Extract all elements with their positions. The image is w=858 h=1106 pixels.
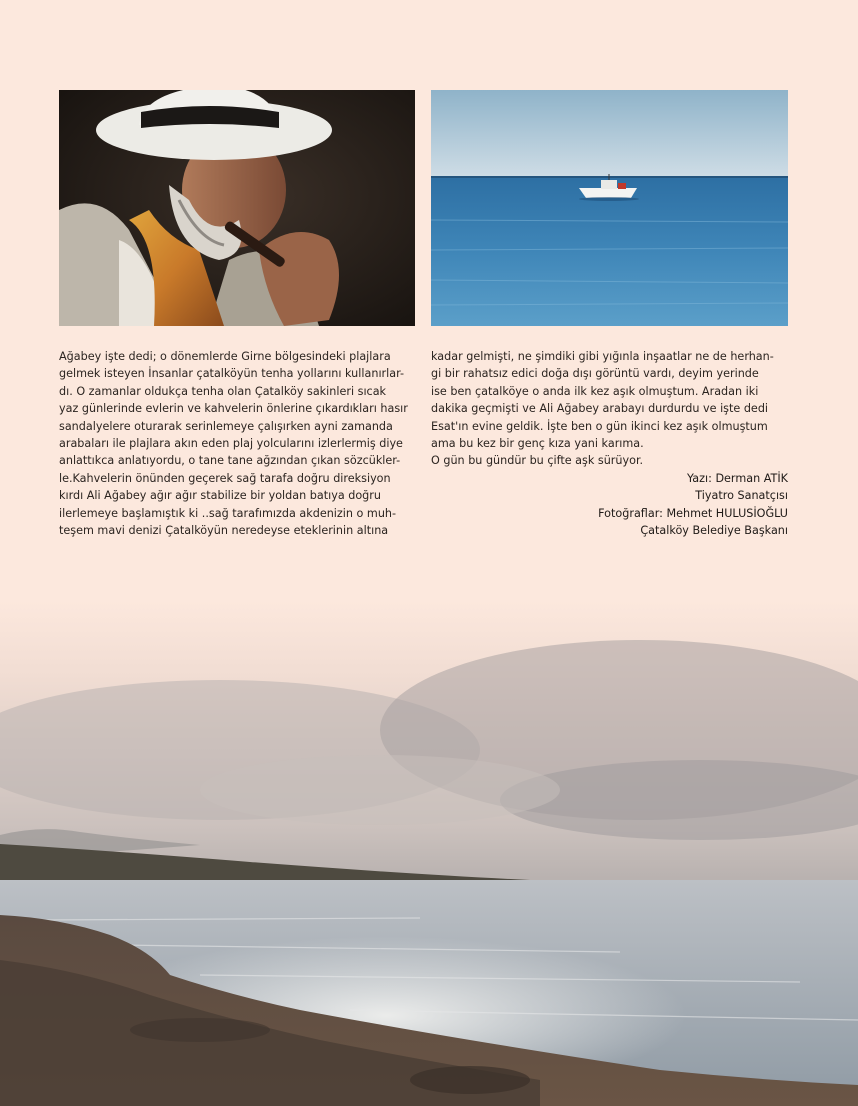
paragraph-line: O gün bu gündür bu çifte aşk sürüyor. [431, 454, 644, 468]
paragraph-line: ama bu kez bir genç kıza yani karıma. [431, 437, 644, 451]
paragraph-line: Ağabey işte dedi; o dönemlerde Girne bölgesindeki plajlara [59, 350, 391, 363]
paragraph-line: kadar gelmişti, ne şimdiki gibi yığınla inşaatlar ne de herhan- [431, 350, 774, 363]
article-text-left-column [59, 348, 415, 539]
coastline-photo [0, 600, 858, 1106]
paragraph-line: ise ben çatalköye o anda ilk kez aşık olmuştum. Aradan iki [431, 384, 759, 398]
article-credits [431, 470, 788, 540]
paragraph-line: Esat'ın evine geldik. İşte ben o gün ikinci kez aşık olmuştum [431, 419, 768, 433]
paragraph-line: le.Kahvelerin önünden geçerek sağ tarafa doğru direksiyon [59, 471, 391, 485]
paragraph-line: gi bir rahatsız edici doğa dışı görüntü vardı, deyim yerinde [431, 367, 759, 381]
boat-sea-photo [431, 90, 788, 326]
paragraph-line: kırdı Ali Ağabey ağır ağır stabilize bir yoldan batıya doğru [59, 489, 381, 503]
paragraph-line: ilerlemeye başlamıştık ki ..sağ tarafımızda akdenizin o muh- [59, 506, 397, 520]
article-text-right-column [431, 348, 788, 539]
paragraph-line: sandalyelere oturarak serinlemeye çalışırken ayni zamanda [59, 419, 393, 433]
author-role: Tiyatro Sanatçısı [695, 489, 788, 503]
photographer-role: Çatalköy Belediye Başkanı [640, 524, 788, 538]
paragraph-line: dakika geçmişti ve Ali Ağabey arabayı durdurdu ve işte dedi [431, 402, 769, 416]
photographer-credit: Fotoğraflar: Mehmet HULUSİOĞLU [598, 506, 788, 520]
paragraph-line: anlattıkca anlatıyordu, o tane tane ağzından çıkan sözcükler- [59, 454, 401, 468]
author-credit: Yazı: Derman ATİK [686, 471, 788, 485]
paragraph-line: dı. O zamanlar oldukça tenha olan Çatalköy sakinleri sıcak [59, 384, 387, 398]
portrait-photo [59, 90, 415, 326]
paragraph-line: yaz günlerinde evlerin ve kahvelerin önlerine çıkardıkları hasır [59, 402, 408, 416]
paragraph-line: arabaları ile plajlara akın eden plaj yolcularını izlerlermiş diye [59, 437, 403, 451]
paragraph-line: gelmek isteyen İnsanlar çatalköyün tenha yollarını kullanırlar- [59, 367, 405, 381]
paragraph-line: teşem mavi denizi Çatalköyün neredeyse eteklerinin altına [59, 524, 389, 538]
